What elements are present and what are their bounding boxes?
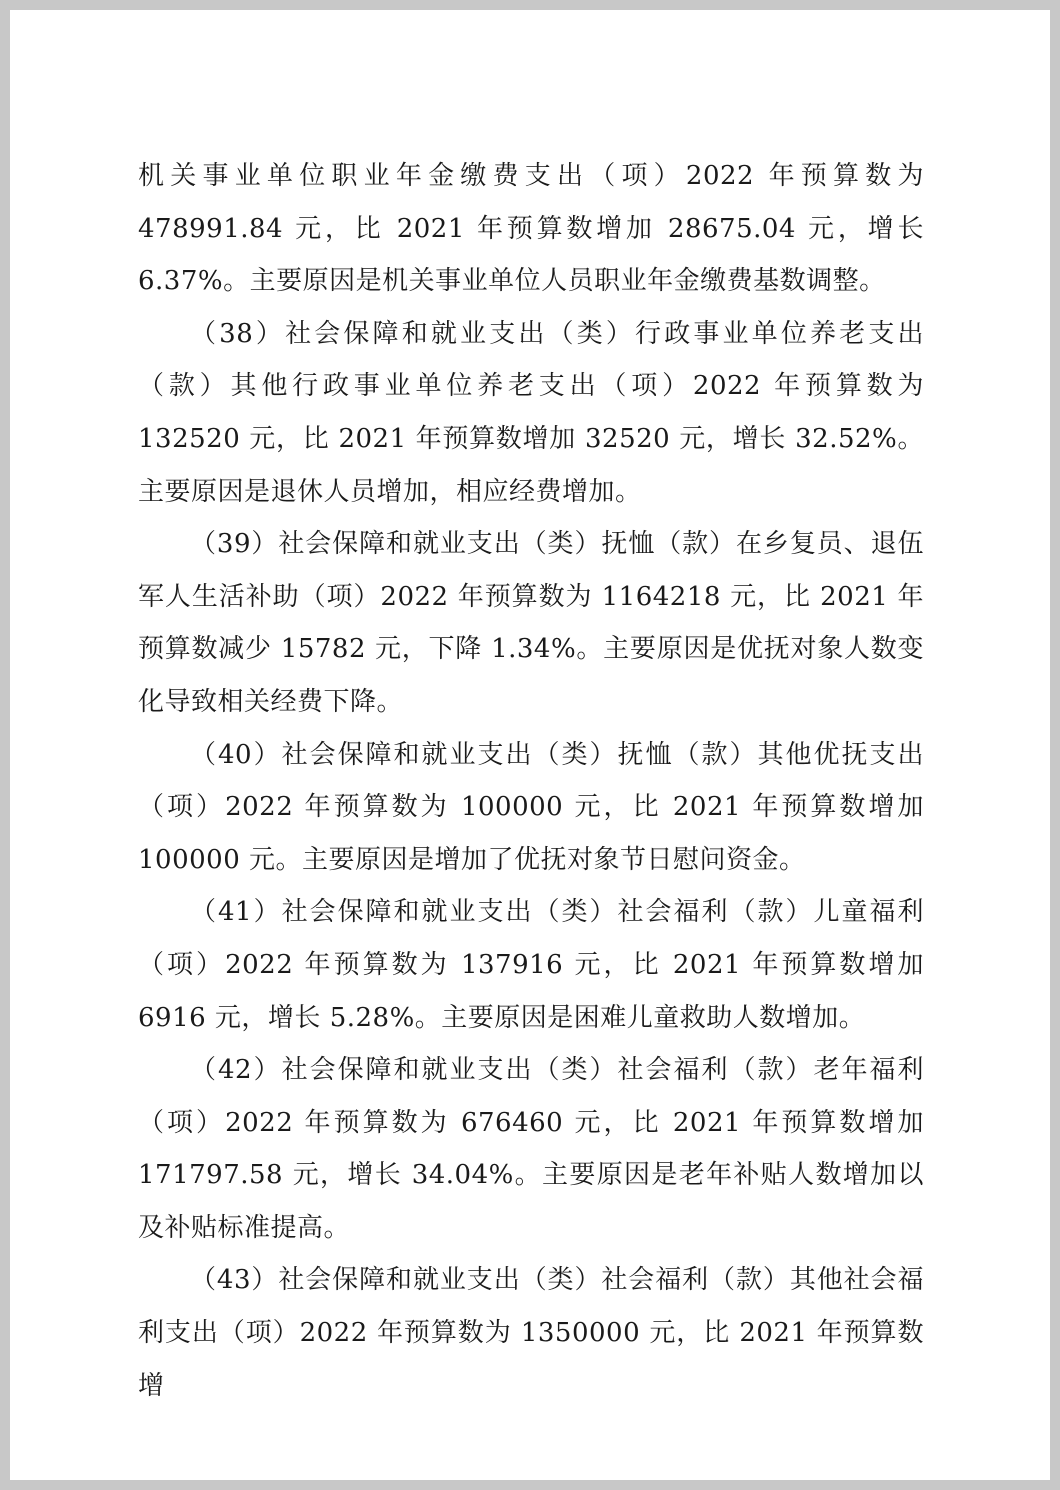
paragraph: （39）社会保障和就业支出（类）抚恤（款）在乡复员、退伍军人生活补助（项）2022 年预算数为 1164218 元，比 2021 年预算数减少 15782 元，下降 1.34%。主要原因是优抚对象人数变化导致相关经费下降。 xyxy=(138,529,924,717)
paragraph: （41）社会保障和就业支出（类）社会福利（款）儿童福利（项）2022 年预算数为 137916 元，比 2021 年预算数增加 6916 元，增长 5.28%。主要原因是困难儿童救助人数增加。 xyxy=(138,897,924,1033)
document-body xyxy=(138,150,924,1412)
document-page xyxy=(10,10,1050,1480)
paragraph: （42）社会保障和就业支出（类）社会福利（款）老年福利（项）2022 年预算数为 676460 元，比 2021 年预算数增加 171797.58 元，增长 34.04%。主要原因是老年补贴人数增加以及补贴标准提高。 xyxy=(138,1055,924,1243)
paragraph: 机关事业单位职业年金缴费支出（项）2022 年预算数为 478991.84 元，比 2021 年预算数增加 28675.04 元，增长 6.37%。主要原因是机关事业单位人员职业年金缴费基数调整。 xyxy=(138,161,924,297)
paragraph: （40）社会保障和就业支出（类）抚恤（款）其他优抚支出（项）2022 年预算数为 100000 元，比 2021 年预算数增加 100000 元。主要原因是增加了优抚对象节日慰问资金。 xyxy=(138,739,924,875)
paragraph: （43）社会保障和就业支出（类）社会福利（款）其他社会福利支出（项）2022 年预算数为 1350000 元，比 2021 年预算数增 xyxy=(138,1265,924,1401)
paragraph: （38）社会保障和就业支出（类）行政事业单位养老支出（款）其他行政事业单位养老支出（项）2022 年预算数为 132520 元，比 2021 年预算数增加 32520 元，增长 32.52%。主要原因是退休人员增加，相应经费增加。 xyxy=(138,318,924,507)
